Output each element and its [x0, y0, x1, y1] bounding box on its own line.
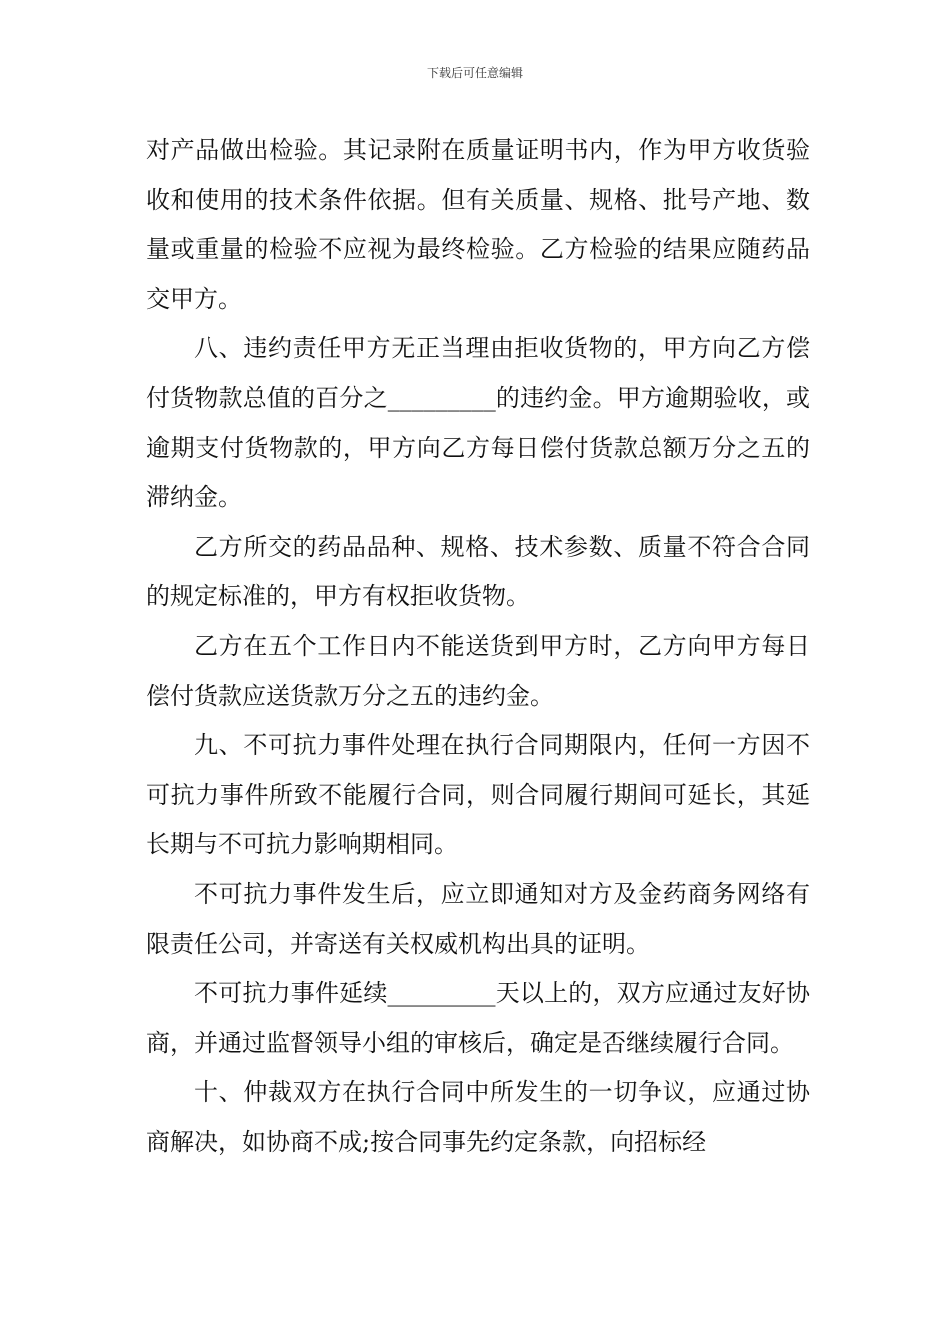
paragraph-nonconforming-goods: 乙方所交的药品品种、规格、技术参数、质量不符合合同的规定标准的，甲方有权拒收货物。	[146, 532, 810, 611]
document-body	[146, 126, 810, 1167]
paragraph-quality-inspection: 对产品做出检验。其记录附在质量证明书内，作为甲方收货验收和使用的技术条件依据。但有关质量、规格、批号产地、数量或重量的检验不应视为最终检验。乙方检验的结果应随药品交甲方。	[146, 136, 810, 313]
paragraph-breach-liability: 八、违约责任甲方无正当理由拒收货物的，甲方向乙方偿付货物款总值的百分之_________的违约金。甲方逾期验收，或逾期支付货物款的，甲方向乙方每日偿付货款总额万分之五的滞纳金。	[146, 334, 810, 512]
paragraph-force-majeure: 九、不可抗力事件处理在执行合同期限内，任何一方因不可抗力事件所致不能履行合同，则合同履行期间可延长，其延长期与不可抗力影响期相同。	[146, 731, 810, 859]
paragraph-force-majeure-continuation: 不可抗力事件延续_________天以上的，双方应通过友好协商，并通过监督领导小组的审核后，确定是否继续履行合同。	[146, 979, 810, 1057]
paragraph-late-delivery: 乙方在五个工作日内不能送货到甲方时，乙方向甲方每日偿付货款应送货款万分之五的违约金。	[146, 631, 810, 710]
page-header: 下载后可任意编辑	[426, 66, 523, 80]
paragraph-force-majeure-notice: 不可抗力事件发生后，应立即通知对方及金药商务网络有限责任公司，并寄送有关权威机构出具的证明。	[146, 879, 810, 958]
paragraph-arbitration: 十、仲裁双方在执行合同中所发生的一切争议，应通过协商解决，如协商不成;按合同事先约定条款，向招标经	[146, 1078, 810, 1156]
